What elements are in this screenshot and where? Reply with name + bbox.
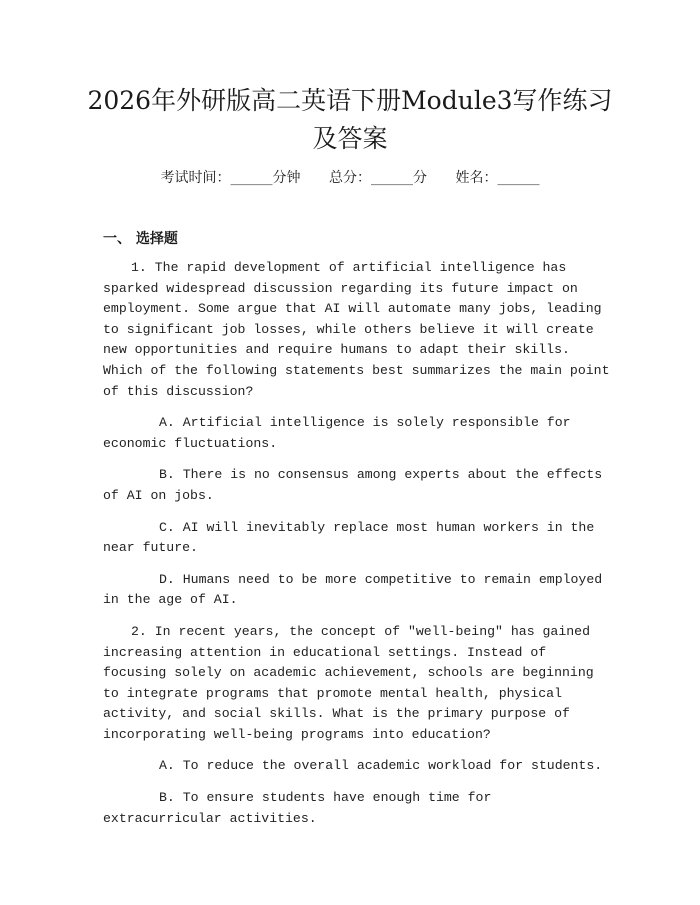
option-b: B. To ensure students have enough time for extracurricular activities. <box>103 790 492 826</box>
question-2 <box>103 622 613 829</box>
question-1 <box>103 258 613 611</box>
page-title: 2026年外研版高二英语下册Module3写作练习及答案 <box>87 86 613 153</box>
exam-info <box>0 168 700 188</box>
total-score-field: 总分：______分 <box>329 170 427 186</box>
question-list <box>103 258 613 840</box>
question-stem: 1. The rapid development of artificial intelligence has sparked widespread discussion regarding its future impact on employment. Some argue that AI will automate many jobs, leading to significant job losses, while others believe it will create new opportunities and require humans to adapt their skills. Which of the following statements best summarizes the main point of this discussion? <box>103 260 610 399</box>
section-heading: 一、 选择题 <box>103 231 178 247</box>
option-a: A. To reduce the overall academic workload for students. <box>159 758 603 774</box>
question-stem: 2. In recent years, the concept of "well-being" has gained increasing attention in educational settings. Instead of focusing solely on academic achievement, schools are beginning to integrate programs that promote mental health, physical activity, and social skills. What is the primary purpose of incorporating well-being programs into education? <box>103 623 594 742</box>
option-a: A. Artificial intelligence is solely responsible for economic fluctuations. <box>103 415 571 451</box>
option-b: B. There is no consensus among experts about the effects of AI on jobs. <box>103 467 603 503</box>
exam-time-field: 考试时间：______分钟 <box>160 170 301 186</box>
option-d: D. Humans need to be more competitive to remain employed in the age of AI. <box>103 571 603 608</box>
option-c: C. AI will inevitably replace most human workers in the near future. <box>103 519 595 556</box>
name-field: 姓名：______ <box>455 170 540 186</box>
